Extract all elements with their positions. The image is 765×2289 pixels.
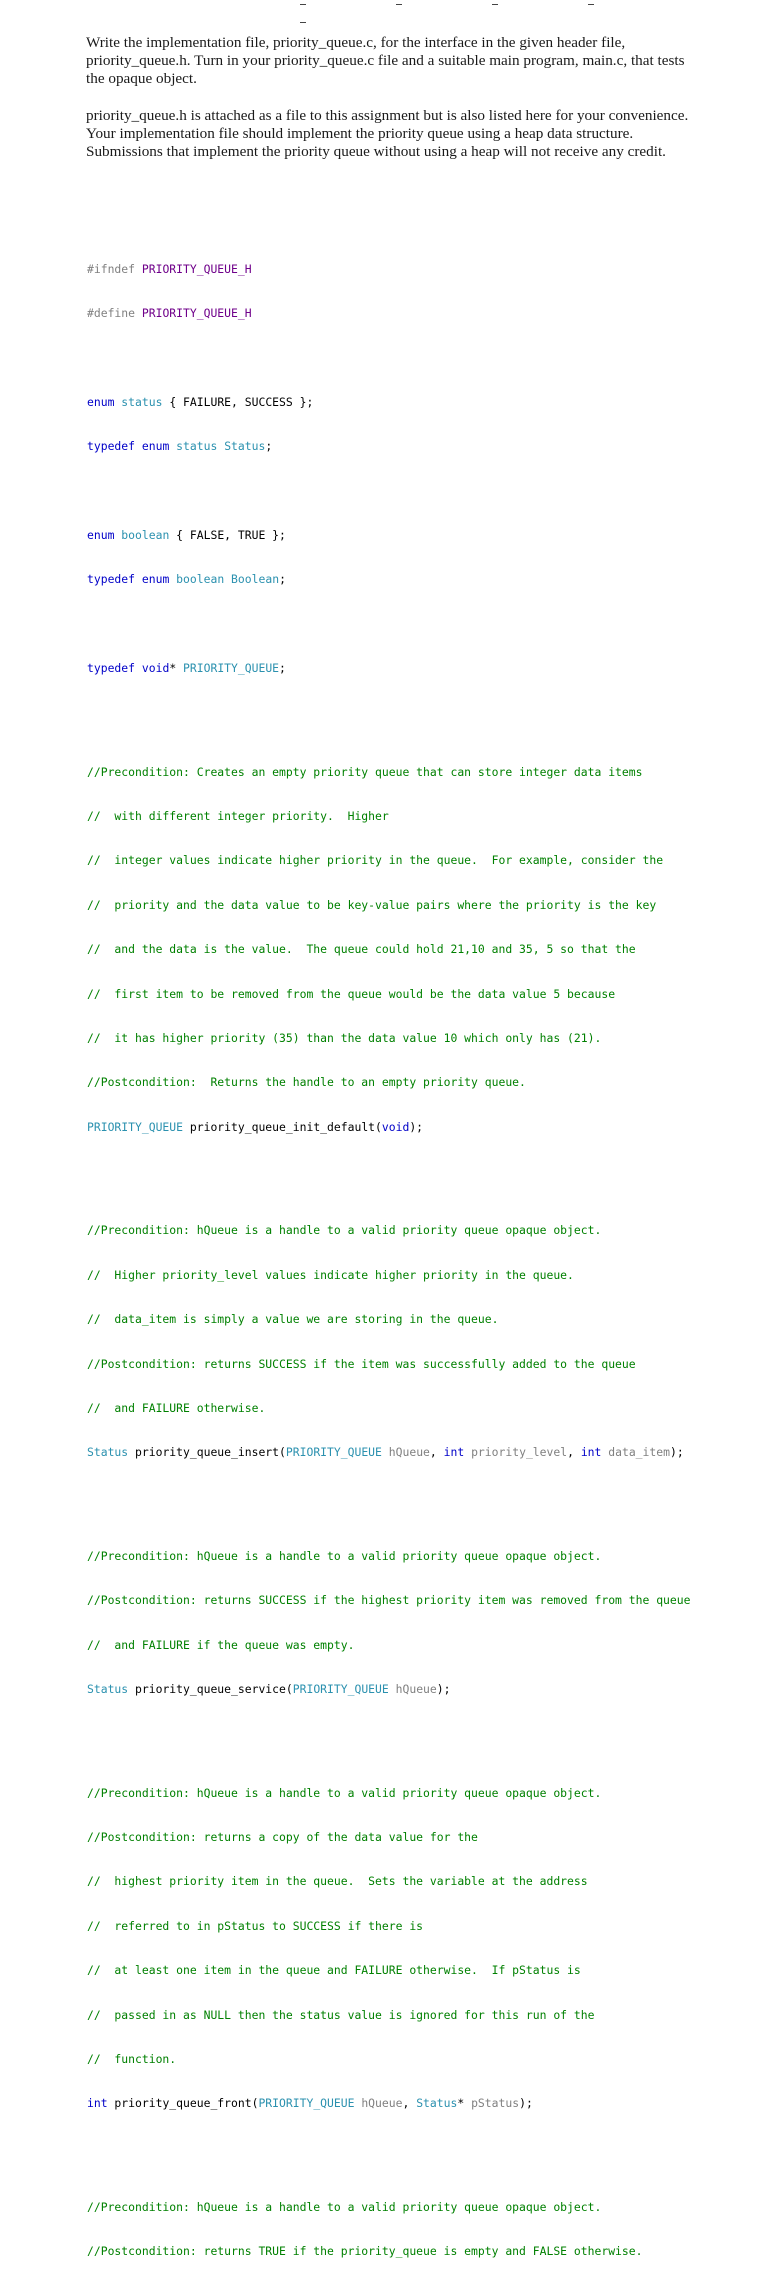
code-comment: // with different integer priority. Higher bbox=[87, 809, 389, 824]
function-declaration: PRIORITY_QUEUE priority_queue_init_default(void); bbox=[87, 1119, 424, 1134]
code-comment: // passed in as NULL then the status value is ignored for this run of the bbox=[87, 2007, 595, 2022]
header-note-paragraph: priority_queue.h is attached as a file to this assignment but is also listed here for your convenience. Your implementation file should implement the priority queue using a heap data structure. Submissions that implement the priority queue without using a heap will not receive any credit. bbox=[86, 107, 689, 160]
function-declaration: int priority_queue_front(PRIORITY_QUEUE hQueue, Status* pStatus); bbox=[87, 2096, 533, 2111]
code-comment: // highest priority item in the queue. Sets the variable at the address bbox=[87, 1874, 588, 1889]
code-comment: // and the data is the value. The queue could hold 21,10 and 35, 5 so that the bbox=[87, 942, 636, 957]
code-comment: // at least one item in the queue and FAILURE otherwise. If pStatus is bbox=[87, 1963, 581, 1978]
code-line: typedef enum boolean Boolean; bbox=[87, 572, 286, 587]
code-comment: // first item to be removed from the queue would be the data value 5 because bbox=[87, 986, 616, 1001]
code-line: enum boolean { FALSE, TRUE }; bbox=[87, 527, 286, 542]
code-comment: //Precondition: hQueue is a handle to a valid priority queue opaque object. bbox=[87, 1223, 602, 1238]
code-comment: // and FAILURE otherwise. bbox=[87, 1400, 266, 1415]
code-comment: //Precondition: hQueue is a handle to a valid priority queue opaque object. bbox=[87, 1785, 602, 1800]
code-comment: // Higher priority_level values indicate higher priority in the queue. bbox=[87, 1267, 574, 1282]
code-comment: //Precondition: hQueue is a handle to a valid priority queue opaque object. bbox=[87, 1548, 602, 1563]
code-line: #define PRIORITY_QUEUE_H bbox=[87, 305, 252, 320]
code-comment: //Postcondition: returns SUCCESS if the item was successfully added to the queue bbox=[87, 1356, 636, 1371]
code-comment: // referred to in pStatus to SUCCESS if there is bbox=[87, 1918, 424, 1933]
code-comment: // priority and the data value to be key-value pairs where the priority is the key bbox=[87, 897, 657, 912]
code-comment: // and FAILURE if the queue was empty. bbox=[87, 1637, 355, 1652]
header-code-listing bbox=[87, 232, 747, 2289]
code-comment: //Precondition: Creates an empty priority queue that can store integer data items bbox=[87, 764, 643, 779]
code-comment: //Postcondition: returns a copy of the data value for the bbox=[87, 1830, 478, 1845]
code-comment: //Precondition: hQueue is a handle to a valid priority queue opaque object. bbox=[87, 2199, 602, 2214]
code-comment: //Postcondition: returns SUCCESS if the highest priority item was removed from the queue bbox=[87, 1593, 691, 1608]
code-comment: //Postcondition: Returns the handle to an empty priority queue. bbox=[87, 1075, 526, 1090]
code-line: typedef enum status Status; bbox=[87, 439, 273, 454]
code-comment: // data_item is simply a value we are storing in the queue. bbox=[87, 1312, 499, 1327]
code-comment: //Postcondition: returns TRUE if the priority_queue is empty and FALSE otherwise. bbox=[87, 2244, 643, 2259]
code-comment: // integer values indicate higher priority in the queue. For example, consider the bbox=[87, 853, 664, 868]
code-line: enum status { FAILURE, SUCCESS }; bbox=[87, 394, 314, 409]
function-declaration: Status priority_queue_insert(PRIORITY_QUEUE hQueue, int priority_level, int data_item); bbox=[87, 1445, 684, 1460]
code-line: #ifndef PRIORITY_QUEUE_H bbox=[87, 261, 252, 276]
code-comment: // it has higher priority (35) than the data value 10 which only has (21). bbox=[87, 1031, 602, 1046]
function-declaration: Status priority_queue_service(PRIORITY_QUEUE hQueue); bbox=[87, 1682, 451, 1697]
cropped-top-text bbox=[300, 0, 730, 4]
assignment-paragraph: Write the implementation file, priority_queue.c, for the interface in the given header file, priority_queue.h. Turn in your priority_queue.c file and a suitable main program, main.c, that tests the opaque object. bbox=[86, 34, 685, 87]
code-comment: // function. bbox=[87, 2052, 177, 2067]
code-line: typedef void* PRIORITY_QUEUE; bbox=[87, 661, 286, 676]
